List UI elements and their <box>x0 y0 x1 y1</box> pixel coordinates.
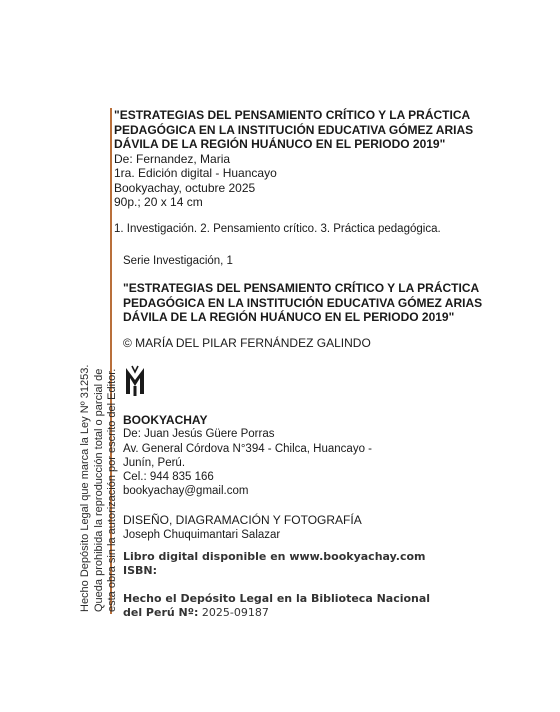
book-title-line-3: DÁVILA DE LA REGIÓN HUÁNUCO EN EL PERIODO 2019" <box>123 310 455 324</box>
availability-line: Libro digital disponible en www.bookyachay.com <box>123 550 426 563</box>
side-note-line-2: Queda prohibida la reproducción total o parcial de <box>92 368 105 612</box>
publisher-phone: Cel.: 944 835 166 <box>123 471 214 484</box>
book-title <box>123 281 482 325</box>
side-note-line-1: Hecho Depósito Legal que marca la Ley Nº 31253. <box>79 364 91 612</box>
design-person: Joseph Chuquimantari Salazar <box>123 528 281 541</box>
legal-deposit-line-1: Hecho el Depósito Legal en la Biblioteca Nacional <box>123 592 431 605</box>
legal-deposit-label: del Perú Nº: <box>123 606 199 619</box>
isbn-label: ISBN: <box>123 564 158 577</box>
citation-keywords: 1. Investigación. 2. Pensamiento crítico. 3. Práctica pedagógica. <box>114 223 441 235</box>
citation-author: De: Fernandez, Maria <box>114 151 231 166</box>
citation-title-line-2: PEDAGÓGICA EN LA INSTITUCIÓN EDUCATIVA GÓMEZ ARIAS <box>114 122 474 137</box>
book-title-line-1: "ESTRATEGIAS DEL PENSAMIENTO CRÍTICO Y LA PRÁCTICA <box>123 281 480 295</box>
citation-title-line-1: "ESTRATEGIAS DEL PENSAMIENTO CRÍTICO Y LA PRÁCTICA <box>114 108 471 122</box>
publisher-email: bookyachay@gmail.com <box>123 485 249 498</box>
catalog-citation <box>114 108 473 210</box>
design-heading: DISEÑO, DIAGRAMACIÓN Y FOTOGRAFÍA <box>123 513 362 527</box>
copyright-line: © MARÍA DEL PILAR FERNÁNDEZ GALINDO <box>123 336 371 350</box>
side-note-line-3: esta obra sin la autorización por escrito del Editor. <box>106 368 119 612</box>
publisher-address-line-1: Av. General Córdova N°394 - Chilca, Huancayo - <box>123 442 372 455</box>
citation-physical: 90p.; 20 x 14 cm <box>114 195 203 209</box>
bookyachay-logo-icon <box>124 364 146 403</box>
design-credits <box>123 513 362 542</box>
publisher-address-line-2: Junín, Perú. <box>123 456 186 469</box>
availability-info <box>123 550 426 578</box>
publisher-director: De: Juan Jesús Güere Porras <box>123 428 275 441</box>
legal-deposit <box>123 592 430 620</box>
citation-title-line-3: DÁVILA DE LA REGIÓN HUÁNUCO EN EL PERIODO 2019" <box>114 137 446 151</box>
citation-publisher-date: Bookyachay, octubre 2025 <box>114 180 256 195</box>
legal-deposit-number: 2025-09187 <box>201 606 269 619</box>
publisher-name: BOOKYACHAY <box>123 413 208 427</box>
publisher-info <box>123 413 372 499</box>
series-label: Serie Investigación, 1 <box>123 255 233 267</box>
book-title-line-2: PEDAGÓGICA EN LA INSTITUCIÓN EDUCATIVA GÓMEZ ARIAS <box>123 295 483 310</box>
citation-edition: 1ra. Edición digital - Huancayo <box>114 166 277 180</box>
